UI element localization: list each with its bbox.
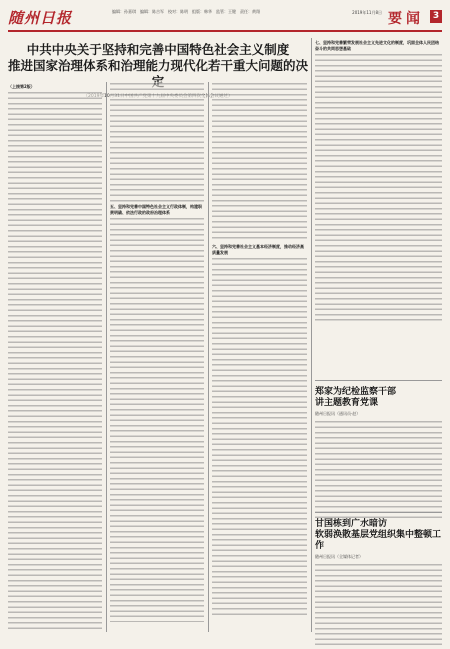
body-text bbox=[110, 217, 204, 622]
article-column-3 bbox=[212, 82, 307, 617]
article-column-1 bbox=[8, 82, 102, 631]
newspaper-logo: 随州日报 bbox=[8, 9, 73, 27]
side-article-2 bbox=[315, 512, 442, 649]
column-divider bbox=[208, 82, 209, 632]
article-column-4 bbox=[315, 38, 442, 323]
masthead bbox=[8, 6, 442, 32]
headline-line-2: 推进国家治理体系和治理能力现代化若干重大问题的决 bbox=[8, 58, 309, 73]
body-text bbox=[110, 82, 204, 202]
side-article-byline: 随州日报讯（全媒体记者） bbox=[315, 554, 363, 559]
side-article-title: 郑家为纪检监察干部 讲主题教育党课 bbox=[315, 387, 397, 408]
page-number: 3 bbox=[430, 10, 442, 23]
body-text bbox=[212, 257, 307, 617]
article-column-2 bbox=[110, 82, 204, 622]
side-article-byline: 随州日报讯（通讯员·赵） bbox=[315, 411, 361, 416]
issue-date: 2019年11月8日 bbox=[352, 10, 382, 15]
editor-line: 编辑：孙嘉琪 编辑：陈吉军 校对：陈明 组版：韩华 监管：王键 责任：黄翔 bbox=[112, 9, 260, 14]
side-article-title: 甘国栋到广水暗访 软弱涣散基层党组织集中整顿工作 bbox=[315, 519, 442, 551]
column-head: 五、坚持和完善中国特色社会主义行政体制，构建职责明确、依法行政的政府治理体系 bbox=[110, 204, 202, 215]
side-article-1 bbox=[315, 380, 442, 520]
column-divider bbox=[106, 82, 107, 632]
body-text bbox=[212, 82, 307, 242]
headline-line-1: 中共中央关于坚持和完善中国特色社会主义制度 bbox=[26, 42, 290, 57]
column-head: 六、坚持和完善社会主义基本经济制度，推动经济高质量发展 bbox=[212, 244, 304, 255]
column-head: （上接第2版） bbox=[8, 84, 35, 89]
column-head: 七、坚持和完善繁荣发展社会主义先进文化的制度，巩固全体人民团结奋斗的共同思想基础 bbox=[315, 40, 439, 51]
body-text bbox=[8, 91, 102, 631]
body-text bbox=[315, 563, 442, 649]
body-text bbox=[315, 53, 442, 323]
section-title: 要闻 bbox=[388, 11, 424, 27]
column-divider bbox=[311, 38, 312, 632]
body-text bbox=[315, 420, 442, 520]
